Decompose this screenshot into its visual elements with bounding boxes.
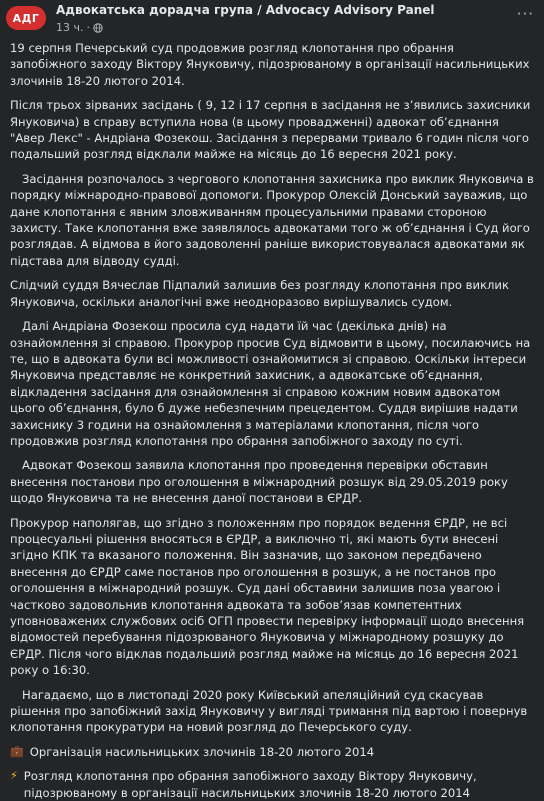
briefcase-icon: 💼	[10, 744, 24, 758]
page-name-link[interactable]: Адвокатська дорадча група / Advocacy Advisory Panel	[56, 3, 435, 17]
post-paragraph	[10, 457, 534, 506]
tag-line	[10, 744, 534, 760]
post-paragraph	[10, 171, 534, 269]
post-meta: 13 ч. ·	[56, 20, 517, 35]
tag-line	[10, 768, 534, 801]
post-paragraph-text: Нагадаємо, що в листопаді 2020 року Київський апеляційний суд скасував рішення про запобіжний захід Януковичу у вигляді тримання під вартою і повернув клопотання прокуратури на новий розгляд до Печерського суду.	[10, 687, 528, 735]
post-header	[0, 0, 544, 40]
post-paragraph-text: Засідання розпочалось з чергового клопотання захисника про виклик Януковича в порядку міжнародно-правової допомоги. Прокурор Олексій Донський зауважив, що дане клопотання є явним зловживанням процесуальними правами стороною захисту. Таке клопотання вже заявлялось адвокатами того ж об’єднання і Суд його розглядав. А відмова в його задоволенні раніше використовувалася адвокатами як підстава для відводу судді.	[10, 171, 534, 268]
post-time-link[interactable]: 13 ч.	[56, 21, 84, 34]
post-header-text	[56, 3, 517, 35]
post-paragraph: 19 серпня Печерський суд продовжив розгляд клопотання про обрання запобіжного заходу Віктору Януковичу, підозрюваному в організації насильницьких злочинів 18-20 лютого 2014.	[10, 41, 530, 88]
post-paragraph: Після трьох зірваних засідань ( 9, 12 і 17 серпня в засідання не з’явились захисники Януковича) в справу вступила нова (в цьому провадженні) адвокат об’єднання "Авер Лекс" - Андріана Фозекош. Засідання з перервами тривало 6 годин після чого подальший розгляд відклали майже на місяць до 16 вересня 2021 року.	[10, 98, 531, 162]
tag-text: Організація насильницьких злочинів 18-20 лютого 2014	[29, 744, 375, 759]
post-body	[0, 40, 544, 801]
post-paragraph: Слідчий суддя Вячеслав Підпалий залишив без розгляду клопотання про виклик Януковича, оскільки аналогічні вже неодноразово вирішувались судом.	[10, 278, 509, 309]
page-avatar[interactable]: АДГ	[6, 6, 46, 30]
post-paragraph	[10, 318, 534, 449]
tag-text: Розгляд клопотання про обрання запобіжного заходу Віктору Януковичу, підозрюваному в організації насильницьких злочинів 18-20 лютого 2014	[23, 769, 477, 800]
globe-icon	[93, 23, 103, 33]
more-dots-icon[interactable]: ···	[516, 5, 534, 23]
post-paragraph: Прокурор наполягав, що згідно з положенням про порядок ведення ЄРДР, не всі процесуальні рішення вносяться в ЄРДР, а виключно ті, які мають бути внесені згідно КПК та вказаного положення. Він зазначив, що законом передбачено внесення до ЄРДР саме постанов про оголошення в розшук, а не постанов про оголошення в міжнародний розшук. Суд дані обставини залишив поза увагою і частково задовольнив клопотання адвоката та зобов’язав компетентних уповноважених службових осіб ОГП провести перевірку інформації щодо внесення відомостей перебування підозрюваного Януковича у міжнародному розшуку до ЄРДР. Після чого відклав подальший розгляд майже на місяць до 16 вересня 2021 року о 16:30.	[10, 515, 525, 678]
post-paragraph	[10, 687, 534, 736]
post-paragraph-text: Адвокат Фозекош заявила клопотання про проведення перевірки обставин внесення постанови про оголошення в міжнародний розшук від 29.05.2019 року щодо Януковича та не внесення даної постанови в ЄРДР.	[10, 458, 508, 506]
lightning-icon: ⚡	[10, 769, 18, 783]
post-paragraph-text: Далі Андріана Фозекош просила суд надати їй час (декілька днів) на ознайомлення зі справою. Прокурор просив Суд відмовити в цьому, посилаючись на те, що в адвоката були всі можливості ознайомитися зі справою. Оскільки інтереси Януковича представляє не конкретний захисник, а адвокатське об’єднання, відкладення засідання для ознайомлення зі справою кожним новим адвокатом цього об’єднання, було б дуже небезпечним прецедентом. Суддя вирішив надати захиснику 3 години на ознайомлення з матеріалами клопотання, після чого продовжив розгляд клопотання про обрання запобіжного заходу по суті.	[10, 319, 531, 448]
